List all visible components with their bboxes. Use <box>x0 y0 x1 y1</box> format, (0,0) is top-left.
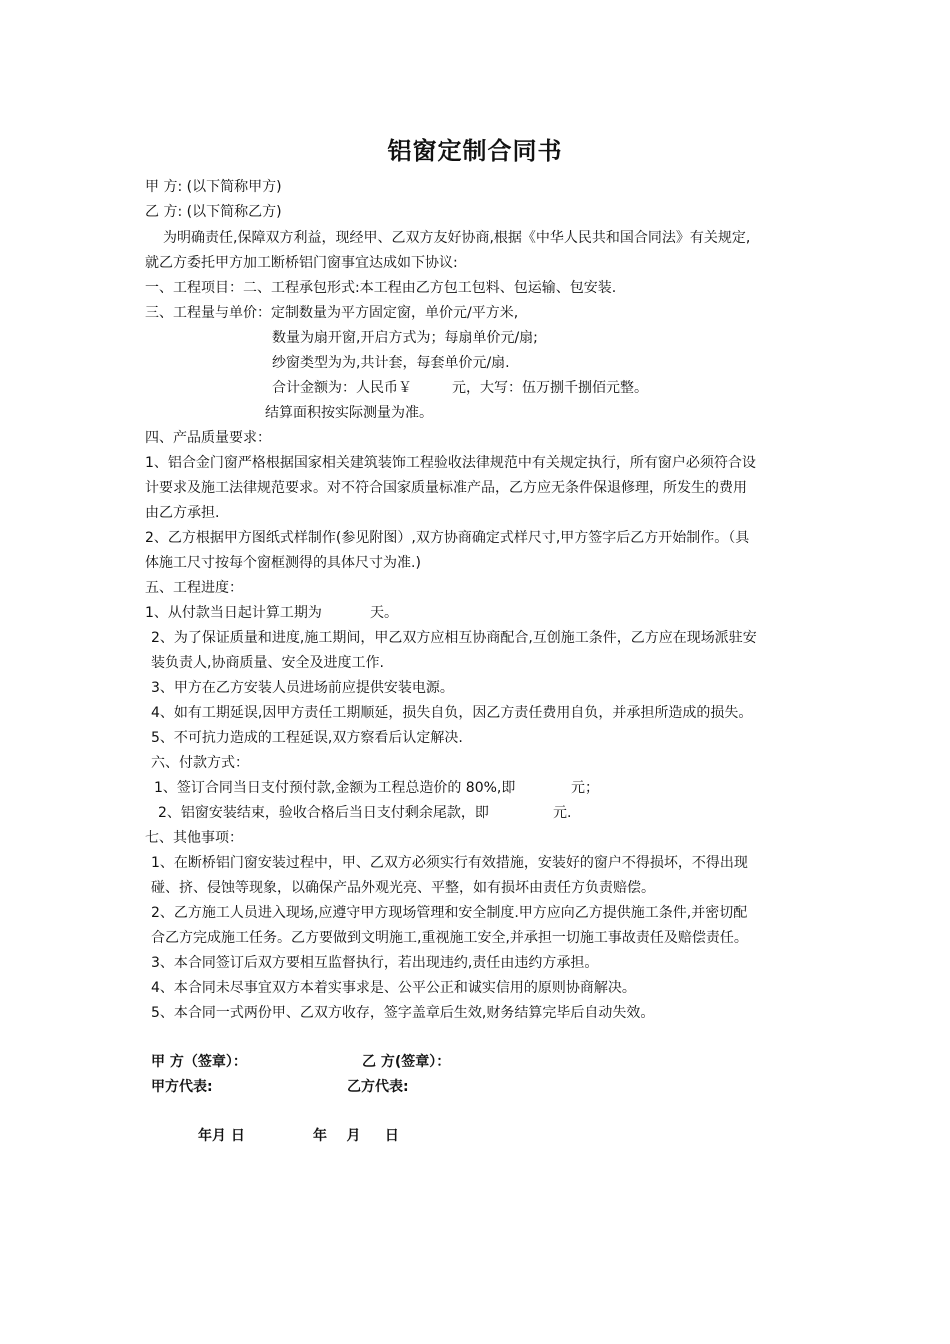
section-5-item-4: 4、如有工期延误,因甲方责任工期顺延，损失自负，因乙方责任费用自负，并承担所造成的损失。 <box>151 705 753 721</box>
party-b-line: 乙 方: (以下简称乙方) <box>145 204 282 220</box>
party-b-seal-label: 乙 方(签章）： <box>362 1054 451 1070</box>
section-6-item-1-unit: 元； <box>571 780 599 796</box>
party-a-representative-label: 甲方代表: <box>151 1079 213 1095</box>
section-5-item-2-line-1: 2、为了保证质量和进度,施工期间，甲乙双方应相互协商配合,互创施工条件，乙方应在现场派驻安 <box>151 630 757 646</box>
section-7-item-3: 3、本合同签订后双方要相互监督执行，若出现违约,责任由违约方承担。 <box>151 955 599 971</box>
section-4-item-2-line-2: 体施工尺寸按每个窗框测得的具体尺寸为准.) <box>145 555 421 571</box>
party-a-date: 年月 日 <box>198 1128 245 1144</box>
section-6-item-2: 2、铝窗安装结束，验收合格后当日支付剩余尾款，即 <box>158 805 489 821</box>
section-1-2: 一、工程项目：二、工程承包形式:本工程由乙方包工包料、包运输、包安装. <box>145 280 617 296</box>
section-3-heading: 三、工程量与单价：定制数量为平方固定窗，单价元/平方米, <box>145 305 519 321</box>
section-4-item-1-line-1: 1、铝合金门窗严格根据国家相关建筑装饰工程验收法律规范中有关规定执行，所有窗户必须符合设 <box>145 455 756 471</box>
party-a-seal-label: 甲 方（签章）： <box>151 1054 247 1070</box>
section-7-heading: 七、其他事项： <box>145 830 243 846</box>
section-5-item-1-unit: 天。 <box>370 605 398 621</box>
party-b-representative-label: 乙方代表: <box>347 1079 409 1095</box>
section-4-heading: 四、产品质量要求： <box>145 430 271 446</box>
section-5-item-5: 5、不可抗力造成的工程延误,双方察看后认定解决. <box>151 730 463 746</box>
section-4-item-1-line-3: 由乙方承担. <box>145 505 220 521</box>
section-7-item-1-line-2: 碰、挤、侵蚀等现象，以确保产品外观光亮、平整，如有损坏由责任方负责赔偿。 <box>151 880 655 896</box>
section-5-item-1: 1、从付款当日起计算工期为 <box>145 605 322 621</box>
section-3-total-label: 合计金额为：人民币￥ <box>272 380 412 396</box>
section-7-item-1-line-1: 1、在断桥铝门窗安装过程中，甲、乙双方必须实行有效措施，安装好的窗户不得损坏，不得出现 <box>151 855 748 871</box>
section-4-item-2-line-1: 2、乙方根据甲方图纸式样制作(参见附图）,双方协商确定式样尺寸,甲方签字后乙方开始制作。（具 <box>145 530 750 546</box>
section-6-heading: 六、付款方式： <box>151 755 249 771</box>
section-3-line-5: 结算面积按实际测量为准。 <box>265 405 433 421</box>
section-7-item-2-line-1: 2、乙方施工人员进入现场,应遵守甲方现场管理和安全制度.甲方应向乙方提供施工条件,并密切配 <box>151 905 748 921</box>
section-7-item-5: 5、本合同一式两份甲、乙双方收存，签字盖章后生效,财务结算完毕后自动失效。 <box>151 1005 655 1021</box>
section-3-line-3: 纱窗类型为为,共计套，每套单价元/扇. <box>272 355 510 371</box>
section-4-item-1-line-2: 计要求及施工法律规范要求。对不符合国家质量标准产品，乙方应无条件保退修理，所发生的费用 <box>145 480 747 496</box>
intro-paragraph-line-2: 就乙方委托甲方加工断桥铝门窗事宜达成如下协议: <box>145 255 458 271</box>
section-5-item-3: 3、甲方在乙方安装人员进场前应提供安装电源。 <box>151 680 454 696</box>
section-5-item-2-line-2: 装负责人,协商质量、安全及进度工作. <box>151 655 384 671</box>
party-a-line: 甲 方: (以下简称甲方) <box>145 179 282 195</box>
section-7-item-4: 4、本合同未尽事宜双方本着实事求是、公平公正和诚实信用的原则协商解决。 <box>151 980 636 996</box>
section-6-item-2-unit: 元. <box>553 805 572 821</box>
section-7-item-2-line-2: 合乙方完成施工任务。乙方要做到文明施工,重视施工安全,并承担一切施工事故责任及赔偿责任。 <box>151 930 748 946</box>
party-b-date: 年 月 日 <box>313 1128 399 1144</box>
section-5-heading: 五、工程进度： <box>145 580 243 596</box>
section-3-total-words: 元，大写：伍万捌千捌佰元整。 <box>452 380 648 396</box>
document-title: 铝窗定制合同书 <box>387 137 563 165</box>
section-3-line-2: 数量为扇开窗,开启方式为；每扇单价元/扇; <box>272 330 538 346</box>
intro-paragraph-line-1: 为明确责任,保障双方利益，现经甲、乙双方友好协商,根据《中华人民共和国合同法》有关规定, <box>163 230 751 246</box>
section-6-item-1: 1、签订合同当日支付预付款,金额为工程总造价的 80%,即 <box>154 780 516 796</box>
